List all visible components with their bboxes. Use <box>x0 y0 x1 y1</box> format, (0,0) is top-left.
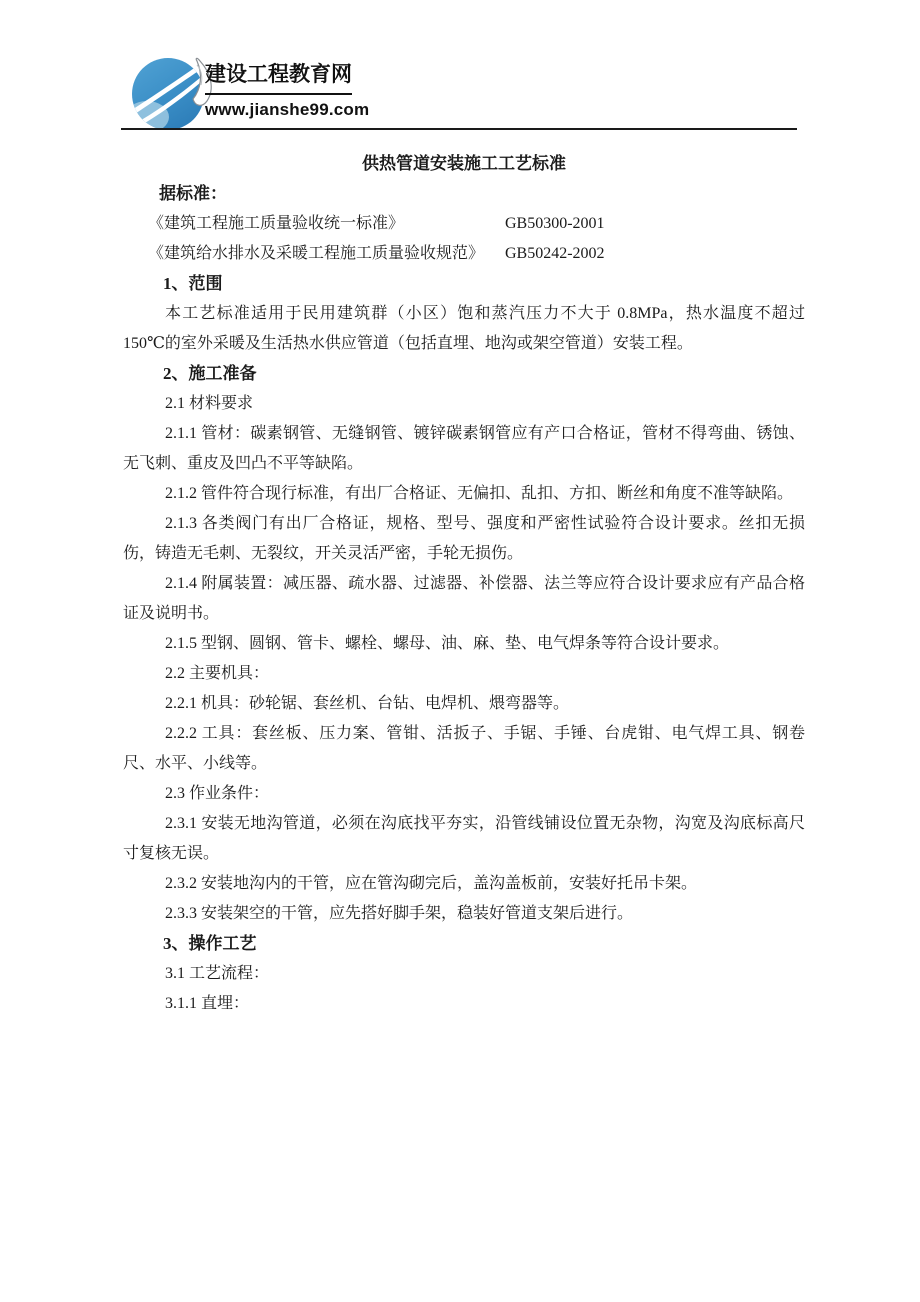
site-logo-text <box>205 61 369 120</box>
standard-name: 《建筑给水排水及采暖工程施工质量验收规范》 <box>148 245 485 262</box>
standard-line <box>123 209 805 239</box>
paragraph: 2.2.1 机具：砂轮锯、套丝机、台钻、电焊机、煨弯器等。 <box>165 695 570 712</box>
paragraph: 本工艺标准适用于民用建筑群（小区）饱和蒸汽压力不大于 0.8MPa，热水温度不超过 150℃的室外采暖及生活热水供应管道（包括直埋、地沟或架空管道）安装工程。 <box>123 305 805 352</box>
paragraph: 2.1 材料要求 <box>165 395 254 412</box>
site-name: 建设工程教育网 <box>205 61 352 95</box>
paragraph: 2.2 主要机具： <box>165 665 270 682</box>
paragraph: 2.1.2 管件符合现行标准，有出厂合格证、无偏扣、乱扣、方扣、断丝和角度不准等缺陷。 <box>165 485 794 502</box>
paragraph: 2.3 作业条件： <box>165 785 270 802</box>
section-heading-scope: 1、范围 <box>163 274 223 293</box>
page-title: 供热管道安装施工工艺标准 <box>362 154 566 173</box>
paragraph: 2.1.4 附属装置：减压器、疏水器、过滤器、补偿器、法兰等应符合设计要求应有产品合格证及说明书。 <box>123 575 805 622</box>
paragraph: 2.3.3 安装架空的干管，应先搭好脚手架，稳装好管道支架后进行。 <box>165 905 634 922</box>
standard-line <box>123 239 805 269</box>
paragraph: 2.1.3 各类阀门有出厂合格证，规格、型号、强度和严密性试验符合设计要求。丝扣无损伤，铸造无毛刺、无裂纹，开关灵活严密，手轮无损伤。 <box>123 515 805 562</box>
paragraph: 2.1.5 型钢、圆钢、管卡、螺栓、螺母、油、麻、垫、电气焊条等符合设计要求。 <box>165 635 730 652</box>
paragraph: 2.1.1 管材：碳素钢管、无缝钢管、镀锌碳素钢管应有产口合格证，管材不得弯曲、锈蚀、无飞刺、重皮及凹凸不平等缺陷。 <box>123 425 805 472</box>
paragraph: 2.3.2 安装地沟内的干管，应在管沟砌完后，盖沟盖板前，安装好托吊卡架。 <box>165 875 698 892</box>
paragraph: 2.3.1 安装无地沟管道，必须在沟底找平夯实，沿管线铺设位置无杂物，沟宽及沟底标高尺寸复核无误。 <box>123 815 805 862</box>
section-heading-preparation: 2、施工准备 <box>163 364 257 383</box>
document-body <box>123 149 805 1019</box>
paragraph: 3.1.1 直埋： <box>165 995 250 1012</box>
standard-code: GB50242-2002 <box>505 245 605 262</box>
section-heading-operation: 3、操作工艺 <box>163 934 257 953</box>
header-divider <box>121 128 797 130</box>
paragraph: 2.2.2 工具：套丝板、压力案、管钳、活扳子、手锯、手锤、台虎钳、电气焊工具、钢卷尺、水平、小线等。 <box>123 725 805 772</box>
standard-name: 《建筑工程施工质量验收统一标准》 <box>148 215 405 232</box>
site-url: www.jianshe99.com <box>205 100 370 120</box>
basis-label: 据标准： <box>159 184 227 203</box>
paragraph: 3.1 工艺流程： <box>165 965 270 982</box>
standard-code: GB50300-2001 <box>505 215 605 232</box>
